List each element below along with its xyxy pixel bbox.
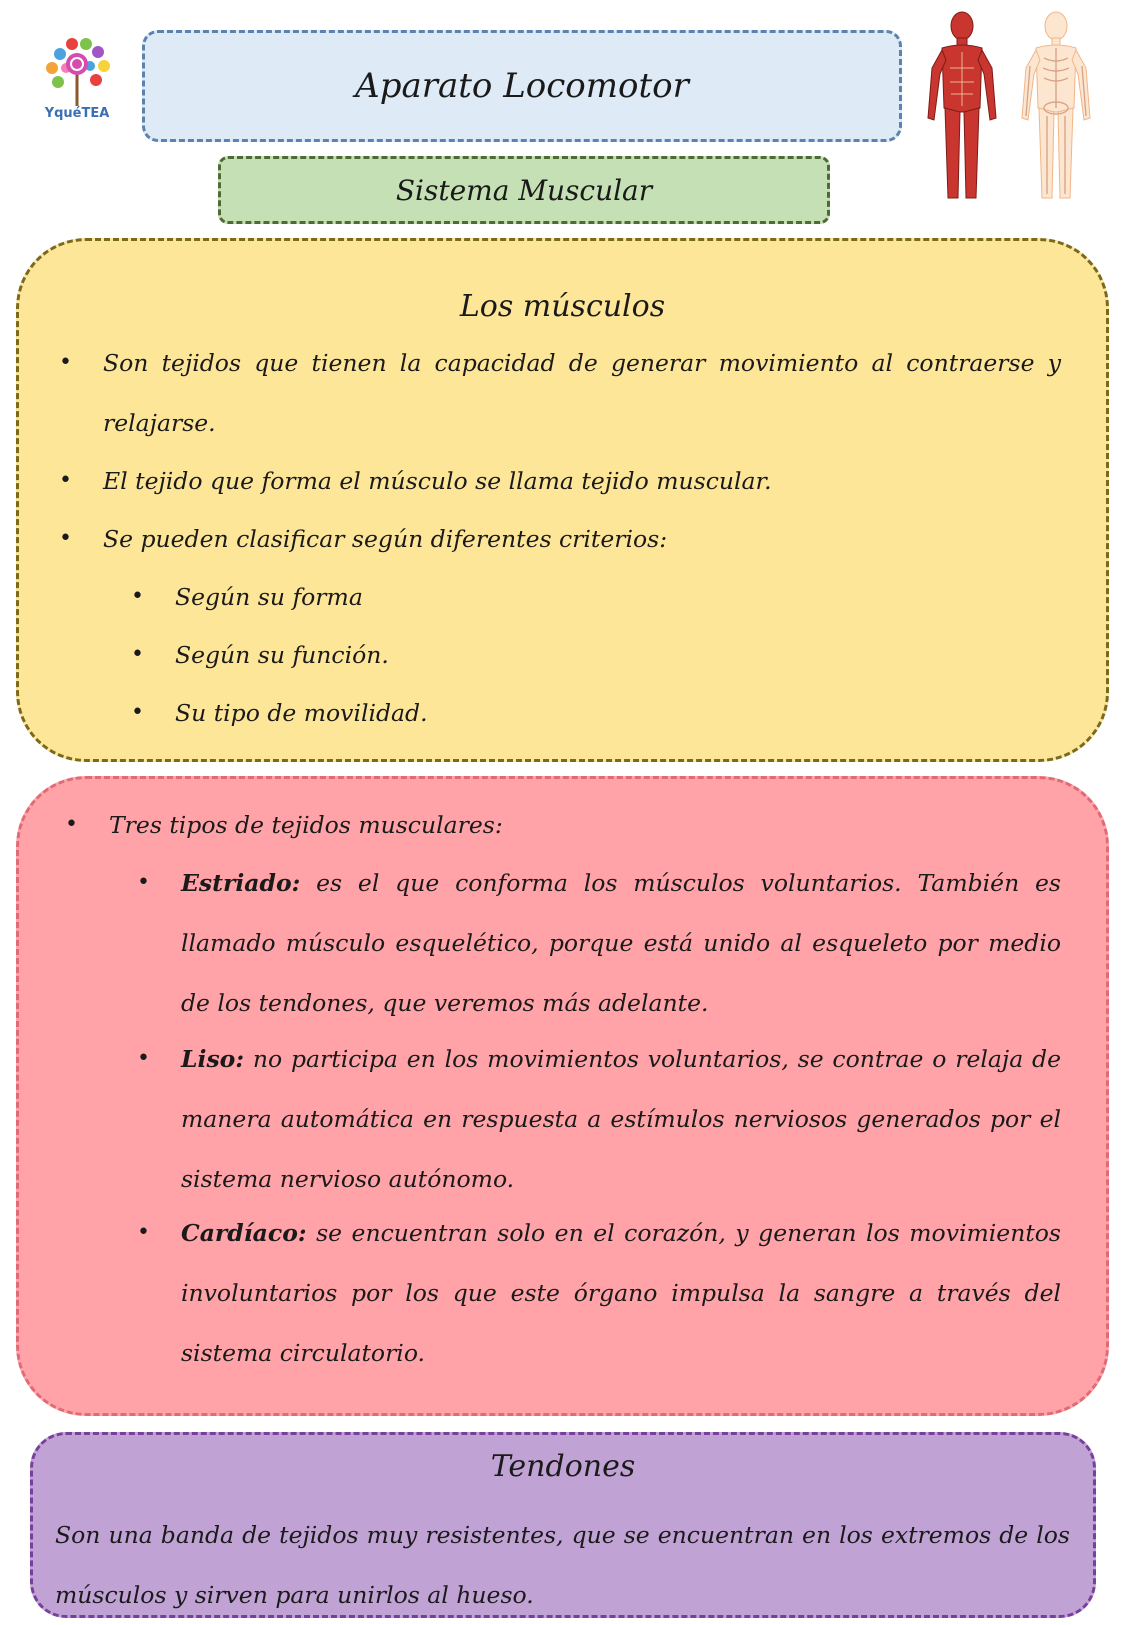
tejido-description: es el que conforma los músculos voluntarios. También es llamado músculo esquelético, porque está unido al esqueleto por medio de los tendones, que veremos más adelante. bbox=[181, 869, 1061, 1017]
tejidos-section bbox=[16, 776, 1109, 1416]
tejido-description: se encuentran solo en el corazón, y generan los movimientos involuntarios por los que este órgano impulsa la sangre a través del sistema circulatorio. bbox=[181, 1219, 1061, 1367]
tendones-text: Son una banda de tejidos muy resistentes, que se encuentran en los extremos de los músculos y sirven para unirlos al hueso. bbox=[55, 1521, 1070, 1609]
page-title: Aparato Locomotor bbox=[355, 66, 689, 106]
list-item: • Según su forma bbox=[175, 567, 1055, 627]
list-item: • Su tipo de movilidad. bbox=[175, 683, 1055, 743]
subtitle-box bbox=[218, 156, 830, 224]
tejido-term: Cardíaco: bbox=[181, 1219, 307, 1247]
tejido-term: Estriado: bbox=[181, 869, 301, 897]
tejido-description: no participa en los movimientos voluntarios, se contrae o relaja de manera automática en respuesta a estímulos nerviosos generados por el sistema nervioso autónomo. bbox=[181, 1045, 1061, 1193]
skeletal-system-figure-icon bbox=[1014, 8, 1098, 204]
tejido-cardiaco bbox=[181, 1203, 1061, 1383]
logo bbox=[38, 34, 116, 130]
list-item: • El tejido que forma el músculo se llama tejido muscular. bbox=[103, 451, 1061, 511]
list-item: • Según su función. bbox=[175, 625, 1055, 685]
musculos-heading: Los músculos bbox=[459, 289, 666, 324]
tendones-heading: Tendones bbox=[490, 1449, 636, 1484]
tendones-section bbox=[30, 1432, 1096, 1618]
list-item: • Son tejidos que tienen la capacidad de generar movimiento al contraerse y relajarse. bbox=[103, 333, 1061, 453]
musculos-section bbox=[16, 238, 1109, 762]
list-item: • Se pueden clasificar según diferentes criterios: bbox=[103, 509, 1061, 569]
tejido-liso bbox=[181, 1029, 1061, 1209]
title-box bbox=[142, 30, 902, 142]
logo-text: YquéTEA bbox=[44, 106, 110, 121]
tejido-term: Liso: bbox=[181, 1045, 245, 1073]
muscular-system-figure-icon bbox=[920, 8, 1004, 204]
tejido-estriado bbox=[181, 853, 1061, 1033]
page-subtitle: Sistema Muscular bbox=[395, 173, 653, 207]
tejidos-intro: • Tres tipos de tejidos musculares: bbox=[109, 795, 1059, 855]
lollipop-tree-logo-icon bbox=[38, 34, 116, 108]
